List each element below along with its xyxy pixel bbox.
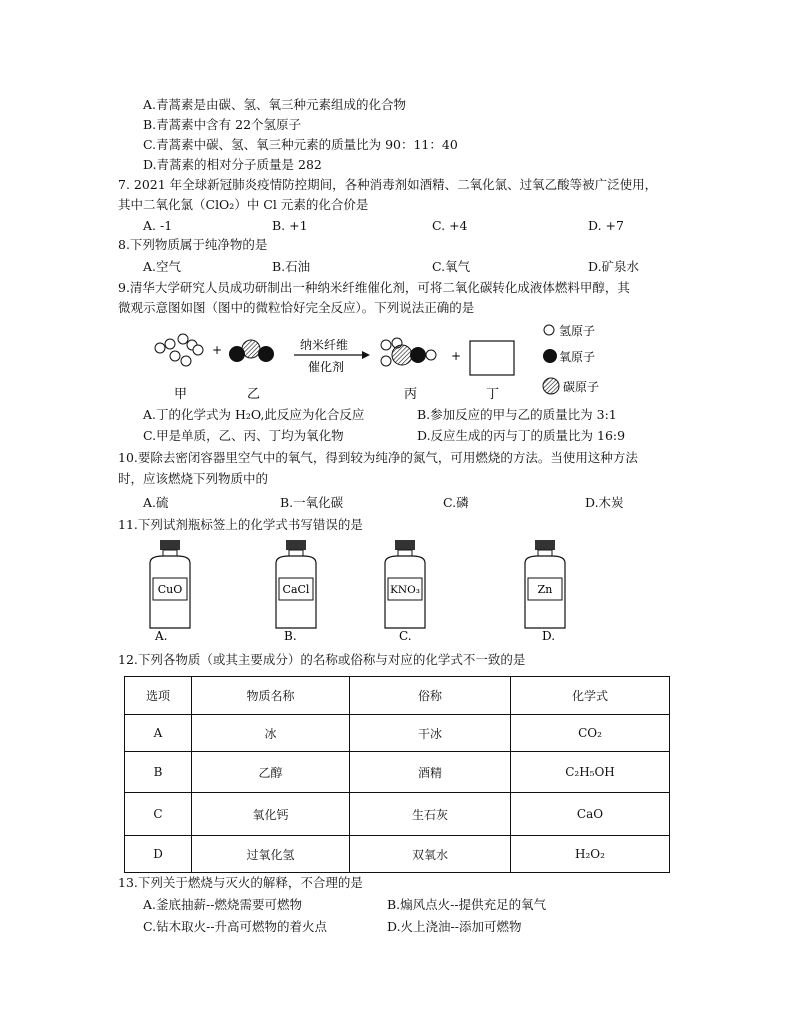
label-jia: 甲 [174,387,188,402]
q9-option-d: D.反应生成的丙与丁的质量比为 16:9 [417,428,626,443]
q9-stem-line2: 微观示意图如图（图中的微粒恰好完全反应）。下列说法正确的是 [118,300,475,315]
q8-option-b: B.石油 [272,259,311,274]
q11-stem: 11.下列试剂瓶标签上的化学式书写错误的是 [118,517,363,532]
q7-option-d: D. +7 [588,218,624,233]
q13-stem: 13.下列关于燃烧与灭火的解释，不合理的是 [118,875,363,890]
cell-formula: CaO [511,793,670,836]
cell-option: D [125,836,192,873]
cell-option: B [125,752,192,793]
reagent-bottles [140,533,580,643]
q9-option-c: C.甲是单质，乙、丙、丁均为氧化物 [143,428,344,443]
q6-option-c: C.青蒿素中碳、氢、氧三种元素的质量比为 90：11：40 [143,137,458,152]
header-common-name: 俗称 [350,677,511,715]
header-formula: 化学式 [511,677,670,715]
bottle-c-letter: C. [399,629,412,643]
table-header-row [125,677,670,715]
q10-stem-line2: 时，应该燃烧下列物质中的 [118,471,269,486]
label-bing: 丙 [404,387,418,402]
q12-stem: 12.下列各物质（或其主要成分）的名称或俗称与对应的化学式不一致的是 [118,652,526,667]
header-substance-name: 物质名称 [192,677,350,715]
q13-option-a: A.釜底抽薪--燃烧需要可燃物 [143,897,302,912]
reactant-yi-molecule [229,340,274,362]
label-ding: 丁 [486,387,500,402]
diagram-legend [543,324,599,394]
cell-substance-name: 乙醇 [192,752,350,793]
cell-common-name: 生石灰 [350,793,511,836]
q7-stem-line2: 其中二氧化氯（ClO₂）中 Cl 元素的化合价是 [118,197,369,212]
plus-sign-1: + [212,343,223,357]
cell-formula: C₂H₅OH [511,752,670,793]
q10-stem-line1: 10.要除去密闭容器里空气中的氧气，得到较为纯净的氮气，可用燃烧的方法。当使用这种方法 [118,450,638,465]
bottle-c [385,540,425,643]
q10-option-b: B.一氧化碳 [280,495,344,510]
bottle-d-label: Zn [537,583,553,596]
reaction-arrow-head [362,351,370,359]
legend-carbon-icon [543,378,559,394]
product-ding-box [470,341,514,375]
q6-option-d: D.青蒿素的相对分子质量是 282 [143,157,322,172]
cell-option: A [125,715,192,752]
bottle-a [150,540,190,643]
q8-stem: 8.下列物质属于纯净物的是 [118,237,268,252]
q8-option-d: D.矿泉水 [588,259,640,274]
bottle-a-letter: A. [155,629,168,643]
q13-option-b: B.煽风点火--提供充足的氧气 [387,897,547,912]
q7-option-b: B. +1 [272,218,308,233]
cell-substance-name: 过氧化氢 [192,836,350,873]
cell-substance-name: 冰 [192,715,350,752]
header-option: 选项 [125,677,192,715]
q9-option-b: B.参加反应的甲与乙的质量比为 3:1 [417,407,617,422]
legend-oxygen-icon [543,349,557,363]
table-row [125,836,670,873]
q7-option-a: A. -1 [143,218,173,233]
table-row [125,752,670,793]
cell-common-name: 干冰 [350,715,511,752]
legend-oxygen-label: 氧原子 [559,350,596,364]
table-row [125,793,670,836]
reactant-jia-molecules [155,334,203,366]
plus-sign-2: + [451,349,462,363]
bottle-b [276,540,316,643]
product-bing-molecule [381,338,436,366]
q7-stem-line1: 7. 2021 年全球新冠肺炎疫情防控期间，各种消毒剂如酒精、二氧化氯、过氧乙酸等被广泛使用， [118,177,658,192]
q10-option-a: A.硫 [143,495,169,510]
q10-option-d: D.木炭 [585,495,624,510]
bottle-b-label: CaCl [282,583,310,596]
cell-option: C [125,793,192,836]
cell-common-name: 酒精 [350,752,511,793]
q6-option-b: B.青蒿素中含有 22个氢原子 [143,117,302,132]
label-yi: 乙 [247,387,261,402]
q7-option-c: C. +4 [432,218,468,233]
cell-substance-name: 氧化钙 [192,793,350,836]
q13-option-c: C.钻木取火--升高可燃物的着火点 [143,919,328,934]
q10-option-c: C.磷 [443,495,469,510]
table-row [125,715,670,752]
bottle-d-letter: D. [542,629,556,643]
q13-option-d: D.火上浇油--添加可燃物 [387,919,522,934]
q6-option-a: A.青蒿素是由碳、氢、氧三种元素组成的化合物 [143,97,407,112]
q9-option-a: A.丁的化学式为 H₂O,此反应为化合反应 [143,407,365,422]
arrow-bottom-label: 催化剂 [308,360,345,374]
q8-option-c: C.氧气 [432,259,471,274]
reaction-diagram [150,323,630,403]
bottle-a-label: CuO [157,583,183,596]
legend-hydrogen-icon [544,325,554,335]
legend-carbon-label: 碳原子 [563,380,600,394]
bottle-c-label: KNO₃ [390,584,420,596]
bottle-d [525,540,565,643]
cell-common-name: 双氧水 [350,836,511,873]
q9-stem-line1: 9.清华大学研究人员成功研制出一种纳米纤维催化剂，可将二氧化碳转化成液体燃料甲醇，其 [118,280,630,295]
q8-option-a: A.空气 [143,259,182,274]
arrow-top-label: 纳米纤维 [300,338,349,352]
legend-hydrogen-label: 氢原子 [559,324,596,338]
q12-table [124,676,670,873]
cell-formula: H₂O₂ [511,836,670,873]
bottle-b-letter: B. [284,629,297,643]
cell-formula: CO₂ [511,715,670,752]
